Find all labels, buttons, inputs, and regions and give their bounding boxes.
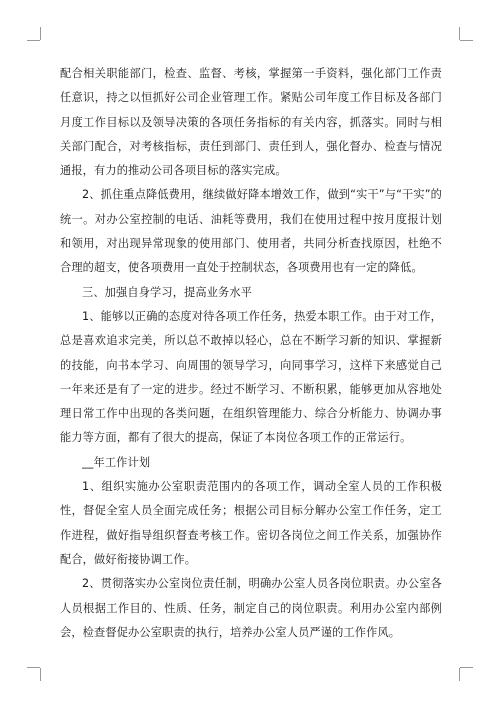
crop-mark-top-right-h bbox=[460, 40, 473, 41]
crop-mark-top-right-v bbox=[459, 27, 460, 40]
section-heading-work-plan: __年工作计划 bbox=[82, 455, 151, 469]
crop-mark-top-left-v bbox=[40, 27, 41, 40]
crop-mark-bottom-right-v bbox=[459, 668, 460, 681]
crop-mark-bottom-left-h bbox=[27, 667, 40, 668]
paragraph-plan-1: 1、组织实施办公室职责范围内的各项工作，调动全室人员的工作积极性，督促全室人员全面完成任务；根据公司目标分解办公室工作任务，定工作进程，做好指导组织督查考核工作。密切各岗位之间工作关系，加强协作配合，做好衔接协调工作。 bbox=[60, 480, 442, 566]
paragraph-plan-2: 2、贯彻落实办公室岗位责任制，明确办公室人员各岗位职责。办公室各人员根据工作目的、性质、任务，制定自己的岗位职责。利用办公室内部例会，检查督促办公室职责的执行，培养办公室人员严谨的工作作风。 bbox=[60, 577, 442, 639]
document-body bbox=[60, 62, 442, 645]
paragraph-learning: 1、能够以正确的态度对待各项工作任务，热爱本职工作。由于对工作，总是喜欢追求完美，所以总不敢掉以轻心，总在不断学习新的知识、掌握新的技能，向书本学习、向周围的领导学习，向同事学习，这样下来感觉自己一年来还是有了一定的进步。经过不断学习、不断积累，能够更加从容地处理日常工作中出现的各类问题，在组织管理能力、综合分析能力、协调办事能力等方面，都有了很大的提高，保证了本岗位各项工作的正常运行。 bbox=[60, 309, 442, 445]
crop-mark-top-left-h bbox=[27, 40, 40, 41]
paragraph-cost-control: 2、抓住重点降低费用，继续做好降本增效工作，做到“实干”与“干实”的统一。对办公室控制的电话、油耗等费用，我们在使用过程中按月度报计划和领用，对出现异常现象的使用部门、使用者，共同分析查找原因，杜绝不合理的超支，使各项费用一直处于控制状态，各项费用也有一定的降低。 bbox=[60, 188, 442, 275]
crop-mark-bottom-right-h bbox=[460, 667, 473, 668]
paragraph-continuation: 配合相关职能部门，检查、监督、考核，掌握第一手资料，强化部门工作责任意识，持之以恒抓好公司企业管理工作。紧贴公司年度工作目标及各部门月度工作目标以及领导决策的各项任务指标的有关内容，抓落实。同时与相关部门配合，对考核指标，责任到部门、责任到人，强化督办、检查与情况通报，有力的推动公司各项目标的落实完成。 bbox=[60, 67, 442, 178]
crop-mark-bottom-left-v bbox=[40, 668, 41, 681]
section-heading-self-learning: 三、加强自身学习，提高业务水平 bbox=[82, 285, 253, 299]
